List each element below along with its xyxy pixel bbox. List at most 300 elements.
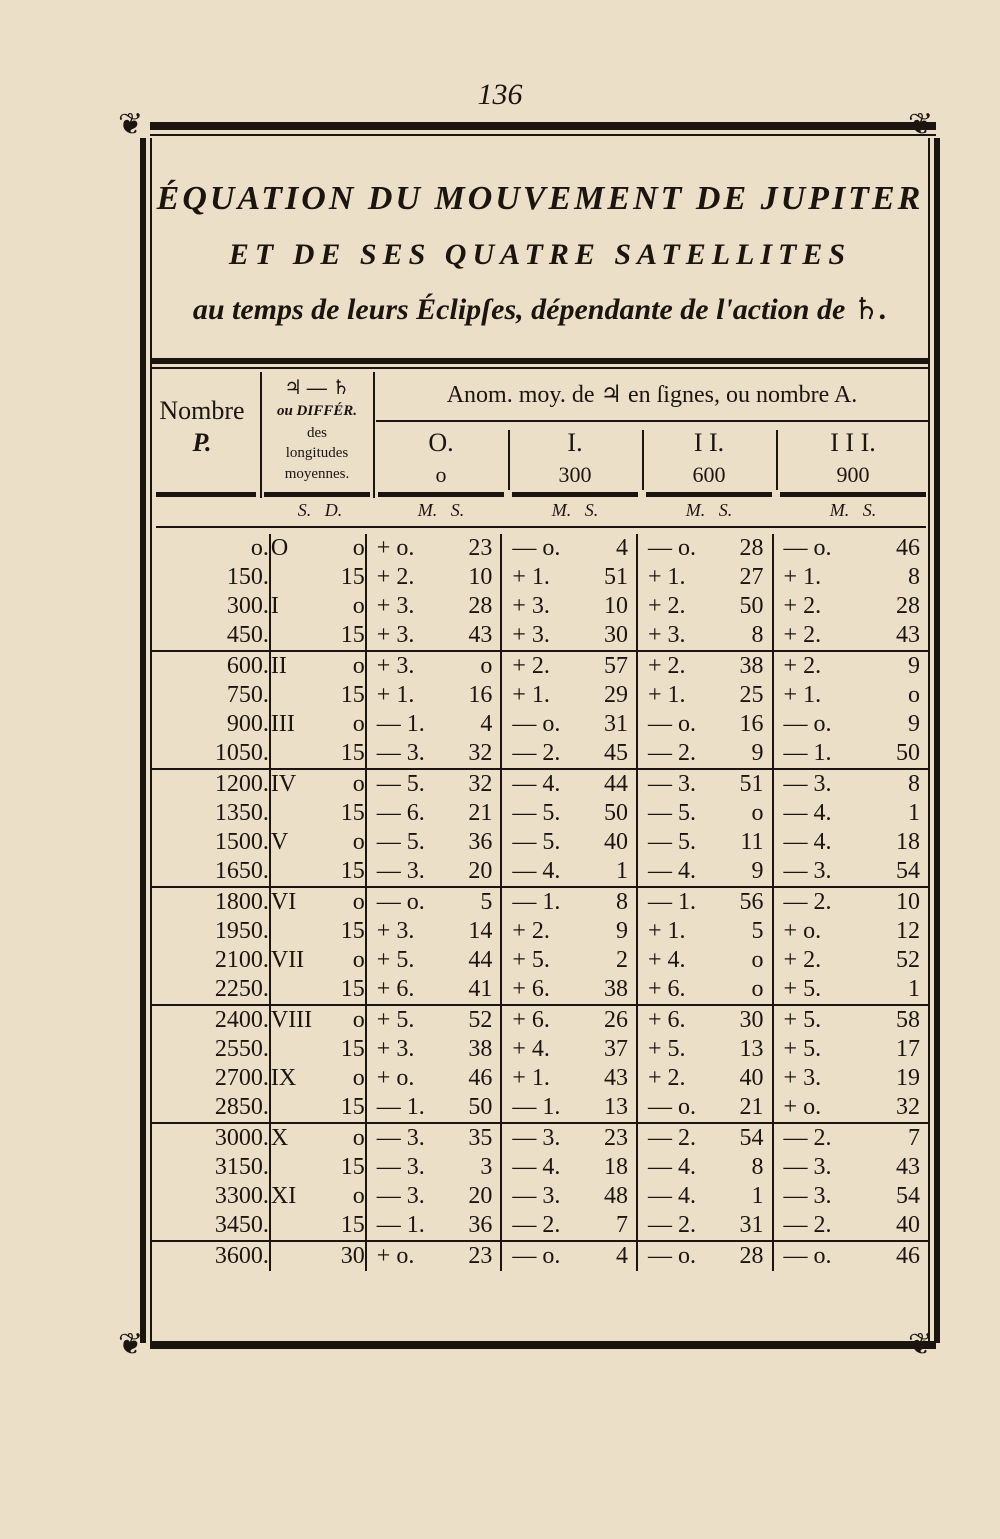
value-cell <box>501 681 637 710</box>
degree-cell: 15 <box>340 1212 365 1238</box>
seconds-value: o <box>751 976 764 1002</box>
subheader-rule <box>512 492 638 497</box>
sign-cell <box>270 1241 313 1271</box>
col-2-num: 600 <box>692 462 726 487</box>
degree-cell: o <box>352 535 365 561</box>
seconds-value: 13 <box>603 1094 628 1120</box>
degree-cell: o <box>352 829 365 855</box>
p-cell: 1950. <box>214 918 269 944</box>
seconds-value: 23 <box>603 1125 628 1151</box>
minutes-value: — 2. <box>783 1212 832 1238</box>
seconds-value: 35 <box>468 1125 493 1151</box>
sign-cell <box>270 857 313 887</box>
seconds-value: 25 <box>739 682 764 708</box>
minutes-value: + 5. <box>783 1007 822 1033</box>
p-cell: 2850. <box>214 1094 269 1120</box>
degree-cell: o <box>313 1005 366 1035</box>
p-cell: 900. <box>226 711 269 737</box>
minutes-value: + 1. <box>647 682 686 708</box>
value-cell <box>366 651 502 681</box>
p-cell: 1650. <box>214 858 269 884</box>
value-cell <box>366 681 502 710</box>
diff-line-2: des <box>307 425 327 441</box>
value-cell <box>501 828 637 857</box>
value-cell <box>366 917 502 946</box>
seconds-value: 7 <box>615 1212 628 1238</box>
value-cell <box>773 799 928 828</box>
ms-subheader: M. S. <box>829 500 877 520</box>
minutes-value: + 3. <box>376 918 415 944</box>
value-cell <box>501 592 637 621</box>
minutes-value: + 1. <box>647 564 686 590</box>
value-cell <box>773 1093 928 1123</box>
seconds-value: 12 <box>896 918 920 944</box>
col-1-roman: I. <box>567 428 583 457</box>
seconds-value: 1 <box>908 800 920 826</box>
minutes-value: + o. <box>376 1243 415 1269</box>
minutes-value: + 2. <box>512 918 550 944</box>
minutes-value: — 5. <box>376 829 425 855</box>
sign-cell <box>270 1153 313 1182</box>
minutes-value: + o. <box>783 918 822 944</box>
sign-cell <box>270 739 313 769</box>
minutes-value: — 3. <box>783 858 832 884</box>
right-border <box>934 138 940 1343</box>
degree-cell: 15 <box>340 1154 365 1180</box>
value-cell <box>637 1241 773 1271</box>
table-row <box>152 887 928 917</box>
minutes-value: + 6. <box>512 1007 550 1033</box>
minutes-value: — 3. <box>783 1154 832 1180</box>
sign-cell <box>270 975 313 1005</box>
value-cell <box>637 710 773 739</box>
diff-line-3: longitudes <box>285 445 349 461</box>
seconds-value: 40 <box>896 1212 920 1238</box>
seconds-value: 1 <box>751 1183 764 1209</box>
subheader-rule <box>264 492 370 497</box>
table-row <box>152 534 928 563</box>
subheader-rule <box>646 492 772 497</box>
seconds-value: 9 <box>751 740 764 766</box>
seconds-value: 4 <box>480 711 493 737</box>
minutes-value: — 3. <box>376 740 425 766</box>
nombre-header: Nombre <box>159 396 245 425</box>
minutes-value: + 3. <box>376 653 415 679</box>
seconds-value: 18 <box>603 1154 628 1180</box>
sign-cell: VI <box>270 887 313 917</box>
value-cell <box>366 563 502 592</box>
value-cell <box>366 1093 502 1123</box>
seconds-value: 43 <box>896 622 920 648</box>
value-cell <box>366 1005 502 1035</box>
seconds-value: o <box>480 653 493 679</box>
seconds-value: 28 <box>739 1243 764 1269</box>
value-cell <box>773 621 928 651</box>
minutes-value: — 3. <box>783 771 832 797</box>
col-2-roman: I I. <box>693 428 725 457</box>
seconds-value: 45 <box>603 740 628 766</box>
value-cell <box>501 857 637 887</box>
seconds-value: 14 <box>468 918 493 944</box>
value-cell <box>773 769 928 799</box>
p-cell: 450. <box>226 622 269 648</box>
seconds-value: 19 <box>896 1065 920 1091</box>
seconds-value: 8 <box>908 564 920 590</box>
value-cell <box>366 887 502 917</box>
table-row <box>152 1241 928 1271</box>
seconds-value: 40 <box>603 829 628 855</box>
p-cell: 1500. <box>214 829 269 855</box>
p-cell: 150. <box>226 564 269 590</box>
seconds-value: 32 <box>468 771 493 797</box>
seconds-value: 1 <box>908 976 920 1002</box>
minutes-value: + 2. <box>783 653 822 679</box>
table-row <box>152 917 928 946</box>
p-cell: 3450. <box>214 1212 269 1238</box>
value-cell <box>366 857 502 887</box>
minutes-value: + 5. <box>783 976 822 1002</box>
seconds-value: 8 <box>751 622 764 648</box>
table-row <box>152 710 928 739</box>
minutes-value: + 3. <box>647 622 686 648</box>
seconds-value: 54 <box>896 1183 920 1209</box>
seconds-value: 3 <box>480 1154 493 1180</box>
seconds-value: 2 <box>615 947 628 973</box>
value-cell <box>637 563 773 592</box>
minutes-value: + 1. <box>783 564 822 590</box>
seconds-value: 50 <box>896 740 920 766</box>
degree-cell: o <box>352 1183 365 1209</box>
title-line-2: ET DE SES QUATRE SATELLITES <box>228 238 852 271</box>
seconds-value: 29 <box>603 682 628 708</box>
degree-cell: 15 <box>340 564 365 590</box>
value-cell <box>637 1153 773 1182</box>
value-cell <box>773 1064 928 1093</box>
ms-subheader: M. S. <box>551 500 599 520</box>
seconds-value: 46 <box>896 535 920 561</box>
seconds-value: 5 <box>480 889 493 915</box>
seconds-value: 50 <box>603 800 628 826</box>
value-cell <box>501 1123 637 1153</box>
value-cell <box>501 1005 637 1035</box>
value-cell <box>501 917 637 946</box>
value-cell <box>366 799 502 828</box>
seconds-value: 28 <box>468 593 493 619</box>
minutes-value: + 1. <box>512 1065 550 1091</box>
minutes-value: + o. <box>376 1065 415 1091</box>
seconds-value: 8 <box>908 771 920 797</box>
seconds-value: 26 <box>603 1007 628 1033</box>
value-cell <box>366 828 502 857</box>
minutes-value: — 1. <box>376 711 425 737</box>
table-row <box>152 681 928 710</box>
value-cell <box>501 1035 637 1064</box>
subheader-rule <box>780 492 926 497</box>
seconds-value: 18 <box>896 829 920 855</box>
value-cell <box>501 1182 637 1211</box>
seconds-value: 56 <box>739 889 764 915</box>
p-cell: 2700. <box>214 1065 269 1091</box>
diff-symbol: ♃ — ♄ <box>284 377 350 399</box>
value-cell <box>501 946 637 975</box>
minutes-value: + 3. <box>376 622 415 648</box>
diff-line-4: moyennes. <box>284 466 350 482</box>
minutes-value: + 3. <box>512 593 550 619</box>
minutes-value: — 1. <box>647 889 696 915</box>
minutes-value: — o. <box>647 711 696 737</box>
header-rule-thin <box>152 367 928 369</box>
seconds-value: 37 <box>603 1036 628 1062</box>
value-cell <box>773 917 928 946</box>
seconds-value: 32 <box>468 740 493 766</box>
value-cell <box>366 592 502 621</box>
seconds-value: 5 <box>751 918 764 944</box>
seconds-value: 17 <box>896 1036 920 1062</box>
seconds-value: 43 <box>468 622 493 648</box>
value-cell <box>637 1182 773 1211</box>
value-cell <box>773 887 928 917</box>
p-cell: 600. <box>152 651 270 681</box>
value-cell <box>366 1211 502 1241</box>
degree-cell: o <box>352 593 365 619</box>
sign-cell: V <box>270 828 313 857</box>
degree-cell: o <box>313 769 366 799</box>
value-cell <box>773 857 928 887</box>
minutes-value: — 3. <box>376 1183 425 1209</box>
table-row <box>152 799 928 828</box>
value-cell <box>773 1153 928 1182</box>
table-row <box>152 946 928 975</box>
degree-cell: o <box>313 887 366 917</box>
seconds-value: 9 <box>751 858 764 884</box>
seconds-value: 10 <box>603 593 628 619</box>
col-3-num: 900 <box>836 462 870 487</box>
sign-cell: X <box>270 1123 313 1153</box>
minutes-value: — 4. <box>512 771 561 797</box>
minutes-value: — 3. <box>647 771 696 797</box>
seconds-value: 41 <box>468 976 493 1002</box>
sign-cell <box>270 681 313 710</box>
sign-cell <box>270 1211 313 1241</box>
minutes-value: — o. <box>376 889 425 915</box>
subheader-rule <box>378 492 504 497</box>
value-cell <box>501 1093 637 1123</box>
seconds-value: 9 <box>908 653 920 679</box>
value-cell <box>773 975 928 1005</box>
minutes-value: + 3. <box>376 1036 415 1062</box>
seconds-value: 23 <box>468 535 493 561</box>
sign-cell <box>270 621 313 651</box>
value-cell <box>637 887 773 917</box>
p-cell: 2250. <box>214 976 269 1002</box>
corner-ornament-icon: ❦ <box>118 1328 144 1361</box>
value-cell <box>501 1153 637 1182</box>
value-cell <box>773 1241 928 1271</box>
corner-ornament-icon: ❦ <box>118 108 144 141</box>
right-border-thin <box>928 138 930 1343</box>
minutes-value: — 2. <box>783 889 832 915</box>
seconds-value: 38 <box>739 653 764 679</box>
degree-cell: 15 <box>340 858 365 884</box>
corner-ornament-icon: ❦ <box>908 1328 934 1361</box>
anomaly-rule <box>376 420 928 422</box>
value-cell <box>637 534 773 563</box>
table-row <box>152 1153 928 1182</box>
value-cell <box>501 621 637 651</box>
value-cell <box>366 1123 502 1153</box>
equation-table <box>152 534 928 1271</box>
sign-cell <box>270 1093 313 1123</box>
ms-subheader: M. S. <box>417 500 465 520</box>
degree-cell: o <box>313 1123 366 1153</box>
seconds-value: 36 <box>468 829 493 855</box>
value-cell <box>366 1182 502 1211</box>
minutes-value: + 5. <box>783 1036 822 1062</box>
seconds-value: 4 <box>615 1243 628 1269</box>
p-cell: 300. <box>226 593 269 619</box>
minutes-value: — 5. <box>512 800 561 826</box>
sign-cell: II <box>270 651 313 681</box>
value-cell <box>773 681 928 710</box>
subheader-rule <box>156 492 256 497</box>
minutes-value: — 4. <box>512 858 561 884</box>
seconds-value: 36 <box>468 1212 493 1238</box>
sign-cell <box>270 799 313 828</box>
minutes-value: + 6. <box>647 1007 686 1033</box>
col-3-roman: I I I. <box>830 428 876 457</box>
p-cell: 3600. <box>152 1241 270 1271</box>
degree-cell: o <box>352 711 365 737</box>
seconds-value: 16 <box>739 711 764 737</box>
minutes-value: + 5. <box>376 947 415 973</box>
value-cell <box>637 739 773 769</box>
minutes-value: — 1. <box>376 1094 425 1120</box>
seconds-value: 9 <box>615 918 628 944</box>
seconds-value: 9 <box>908 711 920 737</box>
minutes-value: — 2. <box>647 740 696 766</box>
minutes-value: + 6. <box>376 976 415 1002</box>
minutes-value: — 3. <box>376 858 425 884</box>
seconds-value: 52 <box>896 947 920 973</box>
value-cell <box>773 534 928 563</box>
value-cell <box>637 946 773 975</box>
minutes-value: + 2. <box>647 1065 686 1091</box>
minutes-value: — o. <box>647 1094 696 1120</box>
minutes-value: + 2. <box>783 622 822 648</box>
minutes-value: + 2. <box>783 593 822 619</box>
value-cell <box>773 1035 928 1064</box>
table-row <box>152 1064 928 1093</box>
degree-cell: 15 <box>340 918 365 944</box>
value-cell <box>501 887 637 917</box>
seconds-value: 46 <box>468 1065 493 1091</box>
minutes-value: + 2. <box>647 653 686 679</box>
seconds-value: o <box>751 947 764 973</box>
minutes-value: — o. <box>512 1243 561 1269</box>
value-cell <box>773 651 928 681</box>
table-row <box>152 828 928 857</box>
minutes-value: — 3. <box>783 1183 832 1209</box>
value-cell <box>773 1123 928 1153</box>
sign-cell <box>270 1035 313 1064</box>
minutes-value: — 3. <box>376 1154 425 1180</box>
seconds-value: 13 <box>739 1036 764 1062</box>
minutes-value: — 5. <box>647 800 696 826</box>
value-cell <box>637 828 773 857</box>
degree-cell: 15 <box>340 1036 365 1062</box>
p-cell: 2100. <box>214 947 269 973</box>
value-cell <box>366 946 502 975</box>
value-cell <box>501 769 637 799</box>
seconds-value: o <box>908 682 920 708</box>
minutes-value: + o. <box>376 535 415 561</box>
ms-subheader: M. S. <box>685 500 733 520</box>
minutes-value: + 6. <box>512 976 550 1002</box>
degree-cell: 15 <box>340 682 365 708</box>
minutes-value: — 1. <box>512 1094 561 1120</box>
bottom-border-rule <box>150 1341 936 1349</box>
value-cell <box>501 975 637 1005</box>
seconds-value: 20 <box>468 858 493 884</box>
seconds-value: 31 <box>603 711 628 737</box>
value-cell <box>773 563 928 592</box>
degree-cell: 15 <box>340 622 365 648</box>
minutes-value: — 6. <box>376 800 425 826</box>
table-row <box>152 651 928 681</box>
sign-cell: O <box>270 534 313 563</box>
seconds-value: 1 <box>615 858 628 884</box>
seconds-value: 30 <box>603 622 628 648</box>
value-cell <box>637 857 773 887</box>
value-cell <box>773 1182 928 1211</box>
value-cell <box>366 975 502 1005</box>
value-cell <box>366 710 502 739</box>
value-cell <box>637 917 773 946</box>
value-cell <box>366 1241 502 1271</box>
p-cell: 3300. <box>214 1183 269 1209</box>
value-cell <box>773 946 928 975</box>
value-cell <box>366 534 502 563</box>
minutes-value: — 3. <box>512 1125 561 1151</box>
top-border-rule-thin <box>150 134 936 136</box>
seconds-value: 8 <box>615 889 628 915</box>
table-row <box>152 592 928 621</box>
value-cell <box>501 651 637 681</box>
value-cell <box>501 739 637 769</box>
value-cell <box>501 1064 637 1093</box>
degree-cell: o <box>352 1065 365 1091</box>
minutes-value: — o. <box>512 711 561 737</box>
minutes-value: + 1. <box>376 682 415 708</box>
seconds-value: 32 <box>896 1094 920 1120</box>
minutes-value: + 5. <box>647 1036 686 1062</box>
minutes-value: + 1. <box>783 682 822 708</box>
seconds-value: 43 <box>896 1154 920 1180</box>
minutes-value: + 6. <box>647 976 686 1002</box>
minutes-value: — 5. <box>512 829 561 855</box>
table-row <box>152 1211 928 1241</box>
value-cell <box>773 828 928 857</box>
minutes-value: — 3. <box>512 1183 561 1209</box>
header-divider <box>373 372 375 498</box>
seconds-value: 4 <box>615 535 628 561</box>
value-cell <box>501 799 637 828</box>
minutes-value: + 3. <box>512 622 550 648</box>
minutes-value: + 2. <box>783 947 822 973</box>
minutes-value: + 1. <box>647 918 686 944</box>
minutes-value: — o. <box>512 535 561 561</box>
table-row <box>152 1093 928 1123</box>
